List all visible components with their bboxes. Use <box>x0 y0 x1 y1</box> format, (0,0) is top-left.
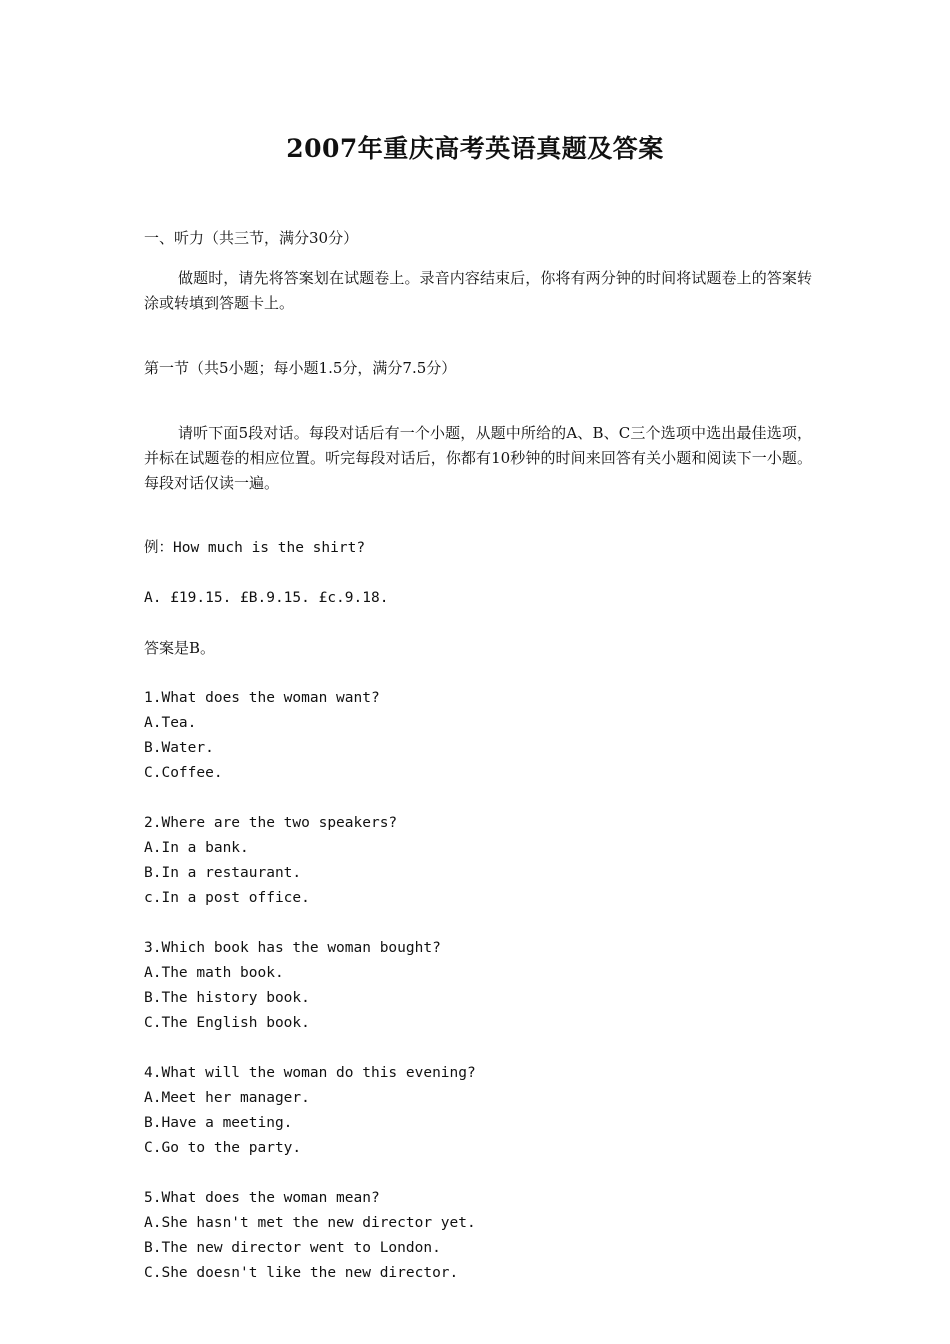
example-answer: 答案是B。 <box>144 639 216 657</box>
option-b: B.In a restaurant. <box>144 865 302 881</box>
question-block-1 <box>144 686 812 786</box>
question-text: 1.What does the woman want? <box>144 690 380 706</box>
option-a: A.She hasn't met the new director yet. <box>144 1215 476 1231</box>
option-c: C.Go to the party. <box>144 1140 302 1156</box>
question-block-4 <box>144 1061 812 1161</box>
section1-instruction: 请听下面5段对话。每段对话后有一个小题，从题中所给的A、B、C三个选项中选出最佳选项，并标在试题卷的相应位置。听完每段对话后，你都有10秒钟的时间来回答有关小题和阅读下一小题。每段对话仅读一遍。 <box>144 424 812 492</box>
option-b: B.The new director went to London. <box>144 1240 441 1256</box>
option-a: A.Meet her manager. <box>144 1090 310 1106</box>
option-c: c.In a post office. <box>144 890 310 906</box>
question-block-2 <box>144 811 812 911</box>
question-block-3 <box>144 936 812 1036</box>
page-title: 2007年重庆高考英语真题及答案 <box>286 134 664 163</box>
option-b: B.The history book. <box>144 990 310 1006</box>
option-c: C.The English book. <box>144 1015 310 1031</box>
option-c: C.She doesn't like the new director. <box>144 1265 459 1281</box>
section1-heading: 第一节（共5小题；每小题1.5分，满分7.5分） <box>144 359 457 377</box>
listening-instruction: 做题时，请先将答案划在试题卷上。录音内容结束后，你将有两分钟的时间将试题卷上的答案转涂或转填到答题卡上。 <box>144 269 812 312</box>
question-text: 3.Which book has the woman bought? <box>144 940 441 956</box>
document-body <box>144 226 812 1286</box>
question-text: 5.What does the woman mean? <box>144 1190 380 1206</box>
option-a: A.The math book. <box>144 965 284 981</box>
example-options: A. £19.15. £B.9.15. £c.9.18. <box>144 590 389 606</box>
option-a: A.In a bank. <box>144 840 249 856</box>
option-a: A.Tea. <box>144 715 197 731</box>
question-block-5 <box>144 1186 812 1286</box>
option-b: B.Water. <box>144 740 214 756</box>
option-b: B.Have a meeting. <box>144 1115 293 1131</box>
option-c: C.Coffee. <box>144 765 223 781</box>
section-heading-listening: 一、听力（共三节，满分30分） <box>144 229 359 247</box>
question-text: 2.Where are the two speakers? <box>144 815 398 831</box>
example-question: 例：How much is the shirt? <box>144 540 366 556</box>
question-text: 4.What will the woman do this evening? <box>144 1065 476 1081</box>
